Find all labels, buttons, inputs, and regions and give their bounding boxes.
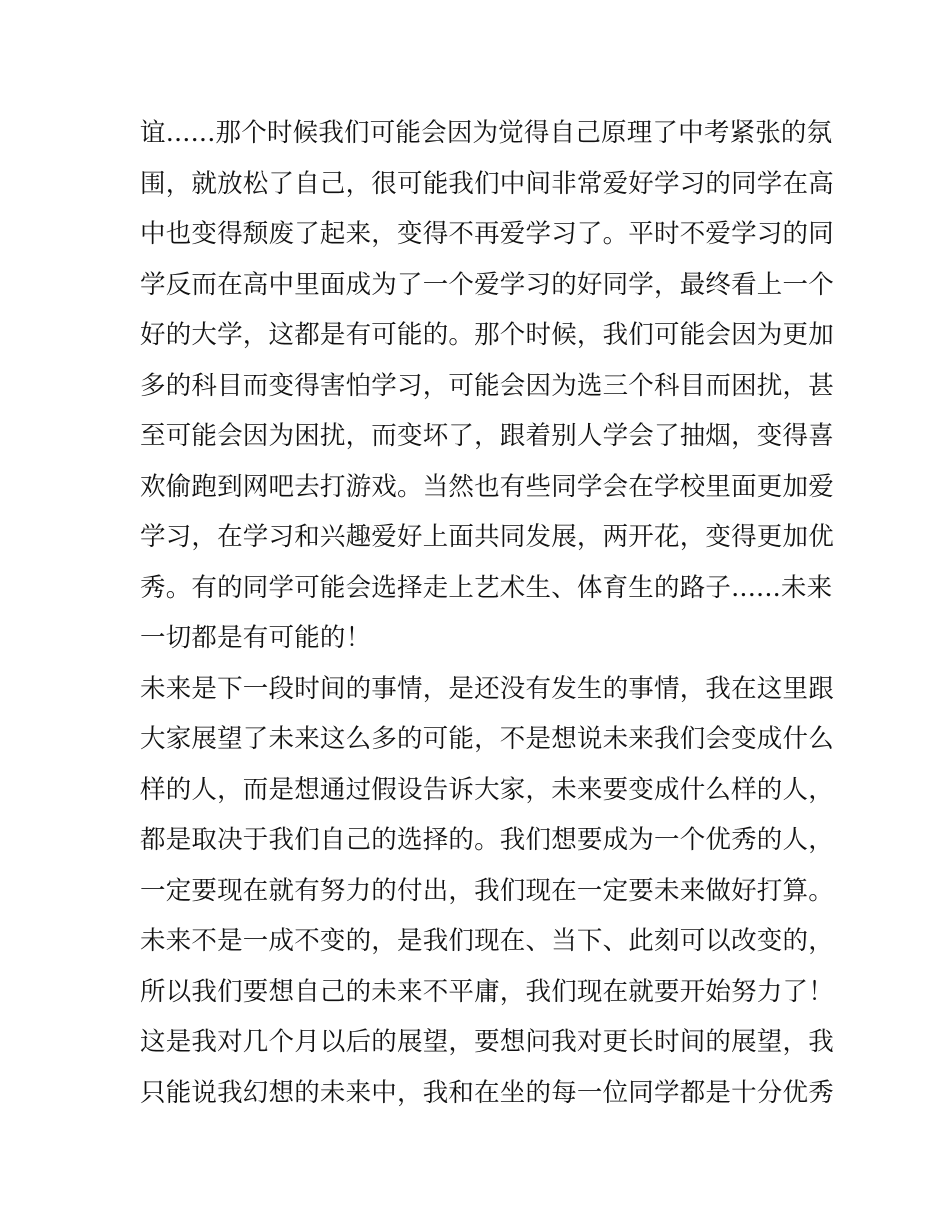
text-line: 中也变得颓废了起来，变得不再爱学习了。平时不爱学习的同	[140, 219, 834, 249]
body-text	[140, 108, 834, 1118]
text-line: 欢偷跑到网吧去打游戏。当然也有些同学会在学校里面更加爱	[140, 471, 834, 502]
text-line: 只能说我幻想的未来中，我和在坐的每一位同学都是十分优秀	[140, 1077, 834, 1108]
text-line: 大家展望了未来这么多的可能，不是想说未来我们会变成什么	[140, 724, 834, 754]
text-line: 一定要现在就有努力的付出，我们现在一定要未来做好打算。	[140, 875, 834, 906]
text-line: 谊......那个时候我们可能会因为觉得自己原理了中考紧张的氛	[140, 118, 833, 148]
text-line: 都是取决于我们自己的选择的。我们想要成为一个优秀的人，	[140, 825, 834, 855]
text-line: 这是我对几个月以后的展望，要想问我对更长时间的展望，我	[140, 1027, 834, 1057]
text-line: 学反而在高中里面成为了一个爱学习的好同学，最终看上一个	[140, 269, 834, 300]
text-line: 样的人，而是想通过假设告诉大家，未来要变成什么样的人，	[140, 774, 834, 805]
text-line: 学习，在学习和兴趣爱好上面共同发展，两开花，变得更加优	[140, 522, 834, 552]
text-line: 好的大学，这都是有可能的。那个时候，我们可能会因为更加	[140, 320, 834, 350]
text-line: 围，就放松了自己，很可能我们中间非常爱好学习的同学在高	[140, 168, 834, 199]
text-line: 一切都是有可能的！	[140, 623, 372, 653]
text-line: 未来是下一段时间的事情，是还没有发生的事情，我在这里跟	[140, 673, 834, 704]
text-line: 秀。有的同学可能会选择走上艺术生、体育生的路子......未来	[140, 572, 833, 603]
text-line: 未来不是一成不变的，是我们现在、当下、此刻可以改变的，	[140, 926, 834, 956]
text-line: 多的科目而变得害怕学习，可能会因为选三个科目而困扰，甚	[140, 370, 834, 401]
text-line: 所以我们要想自己的未来不平庸，我们现在就要开始努力了！	[140, 976, 834, 1007]
text-line: 至可能会因为困扰，而变坏了，跟着别人学会了抽烟，变得喜	[140, 421, 834, 451]
